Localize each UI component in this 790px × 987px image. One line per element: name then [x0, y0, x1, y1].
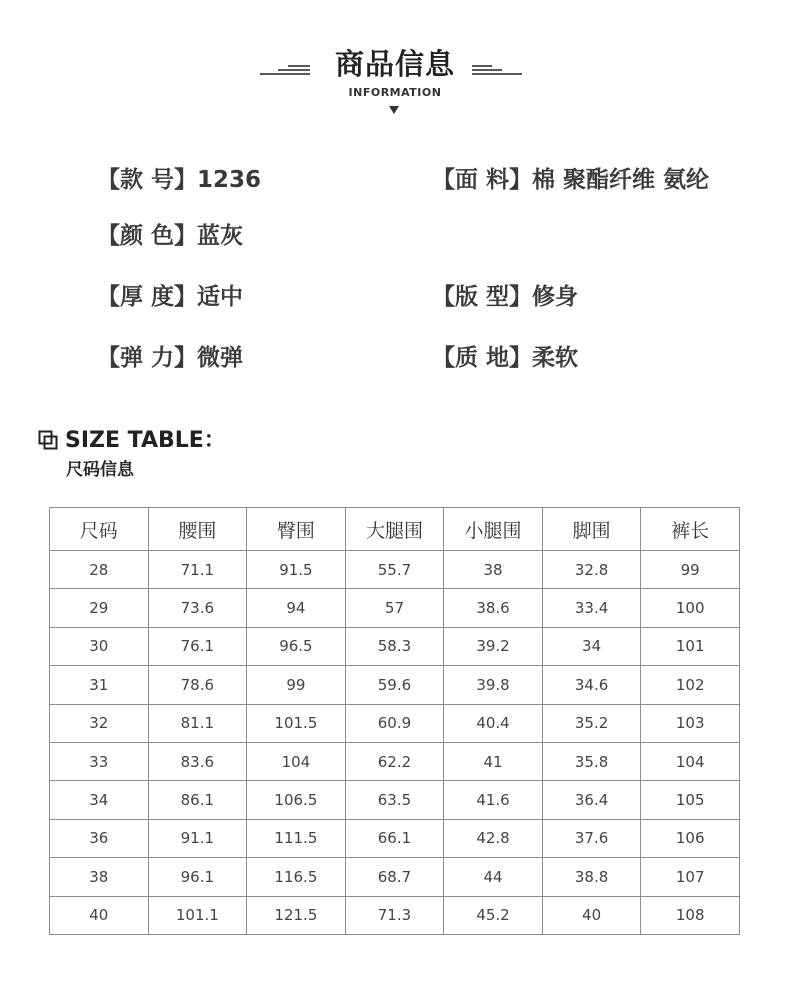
info-color: 【颜 色】蓝灰	[97, 223, 244, 249]
table-cell: 38.6	[444, 589, 543, 627]
table-row	[50, 742, 740, 780]
table-cell: 96.1	[148, 858, 247, 896]
table-cell: 71.1	[148, 551, 247, 589]
table-cell: 106.5	[247, 781, 346, 819]
table-cell: 76.1	[148, 627, 247, 665]
table-cell: 41	[444, 742, 543, 780]
table-cell: 40	[50, 896, 149, 934]
size-table-title: SIZE TABLE：	[65, 428, 226, 453]
table-cell: 116.5	[247, 858, 346, 896]
table-cell: 36.4	[542, 781, 641, 819]
column-header: 裤长	[641, 508, 740, 551]
info-style-no: 【款 号】1236	[97, 167, 262, 193]
table-cell: 91.5	[247, 551, 346, 589]
down-triangle-icon	[389, 106, 399, 114]
table-cell: 106	[641, 819, 740, 857]
table-cell: 41.6	[444, 781, 543, 819]
table-cell: 29	[50, 589, 149, 627]
table-cell: 40.4	[444, 704, 543, 742]
info-fabric: 【面 料】棉 聚酯纤维 氨纶	[432, 167, 710, 193]
right-line-ornament	[470, 60, 530, 76]
table-cell: 102	[641, 666, 740, 704]
table-cell: 63.5	[345, 781, 444, 819]
table-cell: 99	[641, 551, 740, 589]
table-cell: 60.9	[345, 704, 444, 742]
table-cell: 66.1	[345, 819, 444, 857]
table-cell: 31	[50, 666, 149, 704]
table-cell: 111.5	[247, 819, 346, 857]
table-cell: 39.8	[444, 666, 543, 704]
table-cell: 35.8	[542, 742, 641, 780]
table-cell: 28	[50, 551, 149, 589]
table-cell: 30	[50, 627, 149, 665]
table-cell: 42.8	[444, 819, 543, 857]
table-cell: 105	[641, 781, 740, 819]
column-header: 脚围	[542, 508, 641, 551]
table-cell: 33	[50, 742, 149, 780]
table-header-row	[50, 508, 740, 551]
table-cell: 104	[641, 742, 740, 780]
table-cell: 45.2	[444, 896, 543, 934]
table-cell: 32	[50, 704, 149, 742]
table-row	[50, 589, 740, 627]
table-cell: 83.6	[148, 742, 247, 780]
column-header: 大腿围	[345, 508, 444, 551]
table-cell: 38	[50, 858, 149, 896]
table-row	[50, 858, 740, 896]
table-cell: 71.3	[345, 896, 444, 934]
table-cell: 44	[444, 858, 543, 896]
column-header: 小腿围	[444, 508, 543, 551]
info-texture: 【质 地】柔软	[432, 345, 579, 371]
table-cell: 91.1	[148, 819, 247, 857]
copy-squares-icon	[38, 430, 58, 450]
table-cell: 107	[641, 858, 740, 896]
table-cell: 101.1	[148, 896, 247, 934]
table-cell: 34	[542, 627, 641, 665]
page-title: 商品信息	[334, 47, 455, 81]
table-cell: 78.6	[148, 666, 247, 704]
table-cell: 57	[345, 589, 444, 627]
table-cell: 94	[247, 589, 346, 627]
table-cell: 40	[542, 896, 641, 934]
table-cell: 32.8	[542, 551, 641, 589]
table-cell: 108	[641, 896, 740, 934]
table-cell: 100	[641, 589, 740, 627]
info-elasticity: 【弹 力】微弹	[97, 345, 244, 371]
table-cell: 99	[247, 666, 346, 704]
table-cell: 36	[50, 819, 149, 857]
column-header: 腰围	[148, 508, 247, 551]
table-row	[50, 551, 740, 589]
table-cell: 68.7	[345, 858, 444, 896]
table-cell: 81.1	[148, 704, 247, 742]
table-cell: 103	[641, 704, 740, 742]
column-header: 尺码	[50, 508, 149, 551]
table-cell: 34	[50, 781, 149, 819]
table-body	[50, 551, 740, 935]
table-cell: 39.2	[444, 627, 543, 665]
size-table	[49, 507, 740, 935]
column-header: 臀围	[247, 508, 346, 551]
table-row	[50, 781, 740, 819]
table-cell: 38.8	[542, 858, 641, 896]
table-row	[50, 819, 740, 857]
table-cell: 62.2	[345, 742, 444, 780]
table-cell: 34.6	[542, 666, 641, 704]
size-table-subtitle: 尺码信息	[66, 460, 134, 480]
table-row	[50, 666, 740, 704]
page-subtitle: INFORMATION	[348, 86, 442, 99]
table-cell: 86.1	[148, 781, 247, 819]
table-cell: 38	[444, 551, 543, 589]
section-header	[0, 38, 790, 118]
table-row	[50, 627, 740, 665]
info-fit: 【版 型】修身	[432, 284, 579, 310]
table-cell: 101	[641, 627, 740, 665]
table-cell: 104	[247, 742, 346, 780]
table-cell: 101.5	[247, 704, 346, 742]
table-cell: 73.6	[148, 589, 247, 627]
table-cell: 37.6	[542, 819, 641, 857]
table-cell: 121.5	[247, 896, 346, 934]
table-cell: 59.6	[345, 666, 444, 704]
table-cell: 35.2	[542, 704, 641, 742]
table-cell: 96.5	[247, 627, 346, 665]
table-cell: 55.7	[345, 551, 444, 589]
table-row	[50, 896, 740, 934]
table-cell: 58.3	[345, 627, 444, 665]
table-row	[50, 704, 740, 742]
table-cell: 33.4	[542, 589, 641, 627]
info-thickness: 【厚 度】适中	[97, 284, 244, 310]
